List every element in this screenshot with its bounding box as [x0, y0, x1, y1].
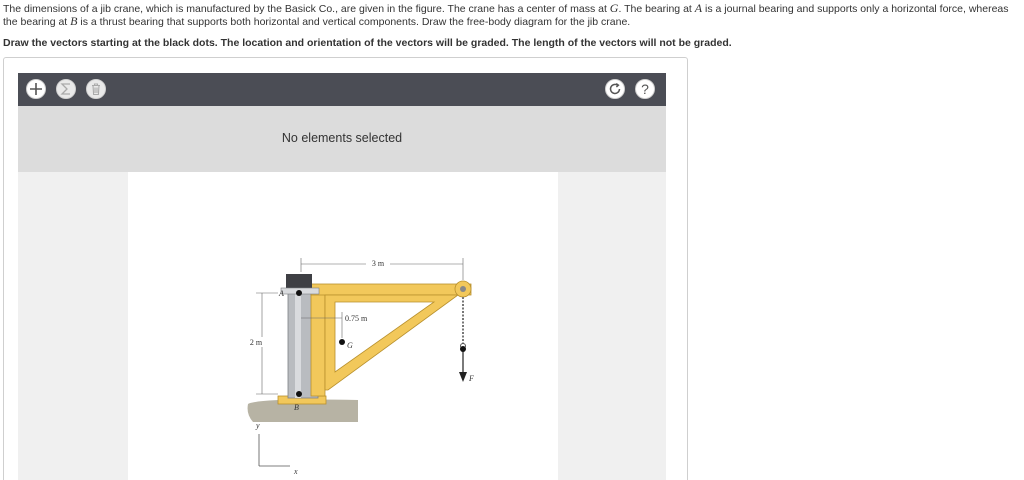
label-g: G	[347, 341, 353, 350]
reset-button[interactable]	[605, 79, 625, 99]
trash-icon	[89, 82, 103, 96]
add-vector-button[interactable]	[26, 79, 46, 99]
dim-label-top: 3 m	[371, 259, 385, 268]
delete-button[interactable]	[86, 79, 106, 99]
symbol-b: B	[70, 14, 78, 28]
post-cap	[286, 274, 312, 288]
crane-vertical-member	[311, 290, 325, 396]
problem-text-part: The dimensions of a jib crane, which is manufactured by the Basick Co., are given in the figure. The crane has a center of mass at	[3, 3, 610, 15]
jib-crane-figure	[128, 172, 558, 480]
anchor-dot-b[interactable]	[296, 391, 302, 397]
help-button[interactable]: ?	[635, 79, 655, 99]
plus-icon	[29, 82, 43, 96]
anchor-dot-g[interactable]	[339, 339, 345, 345]
axis-x-label: x	[294, 467, 298, 476]
problem-text-part: . The bearing at	[618, 3, 695, 15]
problem-text-part: is a thrust bearing that supports both horizontal and vertical components. Draw the free-body diagram for the jib crane.	[77, 16, 631, 28]
selection-status: No elements selected	[281, 131, 403, 145]
sigma-icon	[59, 82, 73, 96]
symbol-g: G	[609, 1, 619, 15]
crane-pulley	[460, 286, 466, 292]
reset-icon	[608, 82, 622, 96]
canvas-area	[18, 172, 666, 480]
force-f-arrowhead	[459, 372, 467, 382]
instruction-text: Draw the vectors starting at the black dots. The location and orientation of the vectors will be graded. The length of the vectors will not be graded.	[3, 37, 732, 49]
label-a: A	[279, 289, 284, 298]
label-b: B	[294, 403, 299, 412]
crane-top-beam	[311, 284, 471, 295]
drawing-canvas[interactable]	[128, 172, 558, 480]
axis-y-label: y	[256, 421, 260, 430]
problem-text-part: is a journal bearing and supports only a horizontal force, whereas the bearing at	[3, 3, 1009, 28]
dim-label-mid: 0.75 m	[345, 314, 368, 323]
sum-vectors-button[interactable]	[56, 79, 76, 99]
problem-statement	[3, 2, 1021, 28]
post-highlight	[295, 290, 301, 398]
label-f: F	[469, 374, 474, 383]
anchor-dot-f[interactable]	[460, 346, 466, 352]
status-panel	[18, 106, 666, 172]
anchor-dot-a[interactable]	[296, 290, 302, 296]
dim-label-left: 2 m	[249, 338, 263, 347]
symbol-a: A	[694, 1, 703, 15]
toolbar	[18, 73, 666, 106]
